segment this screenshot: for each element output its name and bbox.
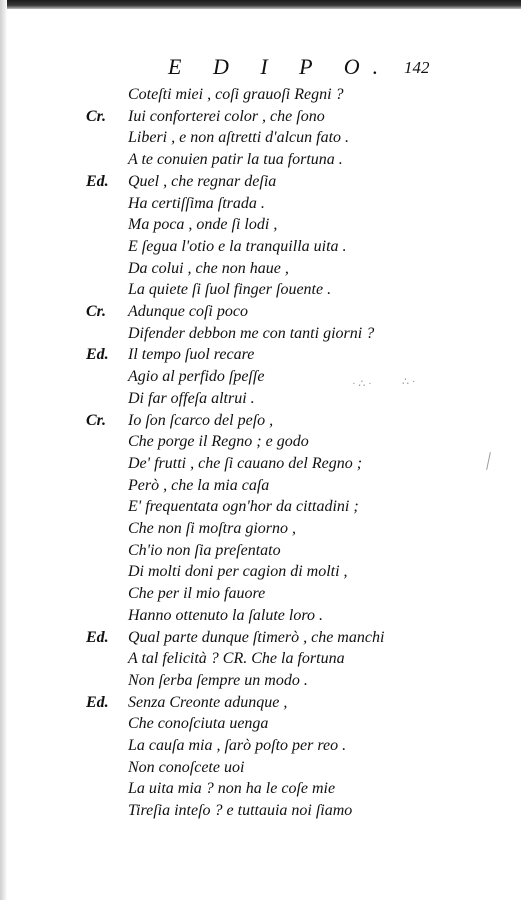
verse-text: Senza Creonte adunque , bbox=[128, 693, 288, 711]
verse-text: Che per il mio fauore bbox=[128, 585, 266, 603]
verse-line bbox=[0, 455, 521, 477]
verse-line bbox=[0, 260, 521, 282]
verse-line bbox=[0, 129, 521, 151]
verse-text: Tireſia inteſo ? e tuttauia noi ſiamo bbox=[128, 802, 353, 820]
verse-line bbox=[0, 281, 521, 303]
verse-text: La uita mia ? non ha le coſe mie bbox=[128, 780, 336, 798]
verse-line bbox=[0, 108, 521, 130]
speaker-label: Cr. bbox=[86, 411, 107, 429]
verse-text: Il tempo ſuol recare bbox=[128, 346, 255, 364]
verse-line bbox=[0, 303, 521, 325]
page-top-edge bbox=[0, 0, 521, 9]
verse-line bbox=[0, 629, 521, 651]
verse-line bbox=[0, 346, 521, 368]
verse-line bbox=[0, 195, 521, 217]
verse-line bbox=[0, 368, 521, 390]
verse-text: De' frutti , che ſi cauano del Regno ; bbox=[128, 454, 363, 472]
verse-line bbox=[0, 412, 521, 434]
verse-text: Non ſerba ſempre un modo . bbox=[128, 671, 308, 689]
verse-text: Iui conforterei color , che ſono bbox=[128, 107, 325, 125]
verse-line bbox=[0, 542, 521, 564]
verse-line bbox=[0, 86, 521, 108]
verse-text: La cauſa mia , ſarò poſto per reo . bbox=[128, 737, 347, 754]
verse-text: Di molti doni per cagion di molti , bbox=[128, 563, 348, 581]
verse-line bbox=[0, 650, 521, 672]
verse-line bbox=[0, 433, 521, 455]
verse-text: Che conoſciuta uenga bbox=[128, 715, 269, 733]
verse-text: E ſegua l'otio e la tranquilla uita . bbox=[128, 237, 347, 255]
verse-line bbox=[0, 238, 521, 260]
verse-text: Non conoſcete uoi bbox=[128, 758, 245, 776]
verse-line bbox=[0, 498, 521, 520]
verse-text: Ma poca , onde ſi lodi , bbox=[128, 216, 278, 234]
verse-text: Hanno ottenuto la ſalute loro . bbox=[128, 606, 323, 624]
ink-speck: ∴ · bbox=[402, 376, 416, 388]
verse-text: Che non ſi moſtra giorno , bbox=[128, 520, 297, 537]
verse-text: Che porge il Regno ; e godo bbox=[128, 433, 309, 451]
ink-speck: · ∴ · bbox=[352, 378, 372, 390]
verse-text: Io ſon ſcarco del peſo , bbox=[128, 411, 274, 429]
verse-line bbox=[0, 759, 521, 781]
verse-line bbox=[0, 477, 521, 499]
verse-text: A te conuien patir la tua fortuna . bbox=[128, 151, 343, 169]
verse-line bbox=[0, 173, 521, 195]
verse-text: Ha certiſſima ſtrada . bbox=[128, 194, 265, 212]
page-number: 142 bbox=[404, 58, 430, 77]
verse-line bbox=[0, 520, 521, 542]
speaker-label: Ed. bbox=[86, 628, 109, 646]
verse-line bbox=[0, 737, 521, 759]
verse-line bbox=[0, 715, 521, 737]
verse-text: Qual parte dunque ſtimerò , che manchi bbox=[128, 628, 385, 646]
verse-text: Quel , che regnar deſia bbox=[128, 172, 277, 190]
verse-line bbox=[0, 151, 521, 173]
verse-text: La quiete ſi ſuol finger ſouente . bbox=[128, 281, 332, 299]
speaker-label: Ed. bbox=[86, 172, 109, 190]
verse-text: Adunque coſi poco bbox=[128, 303, 248, 320]
verse-text: E' frequentata ogn'hor da cittadini ; bbox=[128, 498, 359, 516]
speaker-label: Ed. bbox=[86, 693, 109, 711]
verse-text: Liberi , e non aſtretti d'alcun fato . bbox=[128, 129, 350, 147]
verse-line bbox=[0, 585, 521, 607]
verse-text: Ch'io non ſia preſentato bbox=[128, 541, 281, 559]
verse-line bbox=[0, 216, 521, 238]
verse-text: Difender debbon me con tanti giorni ? bbox=[128, 324, 375, 342]
speaker-label: Ed. bbox=[86, 346, 109, 364]
verse-text: Di far offeſa altrui . bbox=[128, 389, 255, 407]
verse-text: Però , che la mia caſa bbox=[128, 476, 270, 494]
verse-text: A tal felicità ? CR. Che la fortuna bbox=[128, 650, 345, 668]
verse-line bbox=[0, 390, 521, 412]
verse-line bbox=[0, 563, 521, 585]
verse-line bbox=[0, 802, 521, 824]
verse-line bbox=[0, 607, 521, 629]
speaker-label: Cr. bbox=[86, 107, 107, 125]
verse-text: Agio al perfido ſpeſſe bbox=[128, 368, 265, 386]
verse-line bbox=[0, 780, 521, 802]
verse-text: Coteſti miei , coſi grauoſi Regni ? bbox=[128, 86, 344, 103]
verse-text: Da colui , che non haue , bbox=[128, 259, 289, 277]
verse-line bbox=[0, 325, 521, 347]
verse-line bbox=[0, 672, 521, 694]
speaker-label: Cr. bbox=[86, 303, 107, 320]
running-title: E D I P O. bbox=[168, 54, 392, 79]
verse-line bbox=[0, 694, 521, 716]
